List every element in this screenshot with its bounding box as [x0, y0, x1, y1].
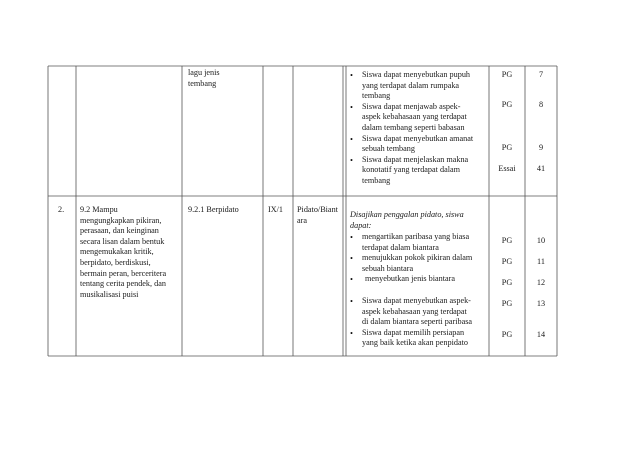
material-line: ara [297, 215, 307, 225]
material-text: 9.2.1 Berpidato [188, 205, 239, 214]
question-number: 13 [536, 299, 546, 308]
bullet-icon: • [350, 70, 353, 80]
intro-line: Disajikan penggalan pidato, siswa [350, 210, 464, 219]
bullet-icon: • [350, 232, 353, 242]
competency-line: mengungkapkan pikiran, [80, 215, 162, 225]
indicator-line: terdapat dalam biantara [362, 242, 439, 252]
indicator-line: aspek kebahasaan yang terdapat [362, 306, 467, 316]
question-number: 8 [538, 100, 544, 109]
question-number: 12 [536, 278, 546, 287]
indicator-line: Siswa dapat memilih persiapan [362, 327, 465, 337]
question-form: PG [501, 236, 513, 245]
indicator-line: di dalam biantara seperti paribasa [362, 317, 473, 327]
bullet-icon: • [350, 154, 353, 165]
indicator-line: menujukkan pokok pikiran dalam [362, 253, 473, 263]
question-form: PG [501, 330, 513, 339]
indicator-line: Siswa dapat menjawab aspek- [362, 101, 461, 111]
row-number: 2. [58, 205, 65, 214]
bullet-icon: • [350, 274, 353, 285]
competency-line: musikalisasi puisi [80, 289, 139, 299]
material-line: tembang [188, 78, 217, 88]
indicator-line: Siswa dapat menjelaskan makna [362, 154, 469, 164]
indicator-line: tembang [362, 91, 391, 101]
question-form: PG [501, 100, 513, 109]
competency-line: secara lisan dalam bentuk [80, 236, 165, 246]
indicator-line: Siswa dapat menyebutkan pupuh [362, 70, 471, 79]
competency-line: tentang cerita pendek, dan [80, 279, 166, 289]
indicator-line: sebuah tembang [362, 144, 415, 154]
material-line: Pidato/Biant [297, 205, 338, 214]
indicator-line: yang baik ketika akan penpidato [362, 338, 468, 348]
competency-line: 9.2 Mampu [80, 205, 118, 214]
question-form: PG [501, 278, 513, 287]
question-number: 10 [536, 236, 546, 245]
question-form: PG [501, 299, 513, 308]
indicator-line: konotatif yang terdapat dalam [362, 165, 460, 175]
intro-line: dapat: [350, 220, 372, 230]
indicator-line: tembang [362, 176, 391, 185]
question-form: Essai [498, 164, 516, 173]
indicator-line: Siswa dapat menyebutkan aspek- [362, 296, 471, 305]
indicator-line: mengartikan paribasa yang biasa [362, 232, 470, 241]
question-number: 11 [537, 257, 545, 266]
indicator-line: sebuah biantara [362, 263, 414, 273]
competency-line: perasaan, dan keinginan [80, 226, 159, 236]
class-semester: IX/1 [268, 205, 284, 214]
question-number: 7 [538, 70, 544, 79]
bullet-icon: • [350, 133, 353, 144]
bullet-icon: • [350, 327, 353, 338]
indicator-line: Siswa dapat menyebutkan amanat [362, 133, 474, 143]
question-form: PG [501, 143, 513, 152]
indicator-line: aspek kebahasaan yang terdapat [362, 112, 467, 122]
competency-line: mengemukakan kritik, [80, 247, 154, 257]
question-form: PG [501, 257, 513, 266]
indicator-line: dalam tembang seperti babasan [362, 123, 465, 132]
question-form: PG [501, 70, 513, 79]
question-number: 41 [536, 164, 546, 173]
indicator-line: menyebutkan jenis biantara [365, 274, 456, 284]
competency-line: bermain peran, berceritera [80, 268, 167, 278]
competency-line: berpidato, berdiskusi, [80, 258, 151, 267]
bullet-icon: • [350, 296, 353, 306]
question-number: 14 [536, 330, 546, 339]
material-line: lagu jenis [188, 68, 220, 77]
bullet-icon: • [350, 253, 353, 264]
question-number: 9 [538, 143, 544, 152]
indicator-line: yang terdapat dalam rumpaka [362, 80, 460, 90]
bullet-icon: • [350, 101, 353, 112]
